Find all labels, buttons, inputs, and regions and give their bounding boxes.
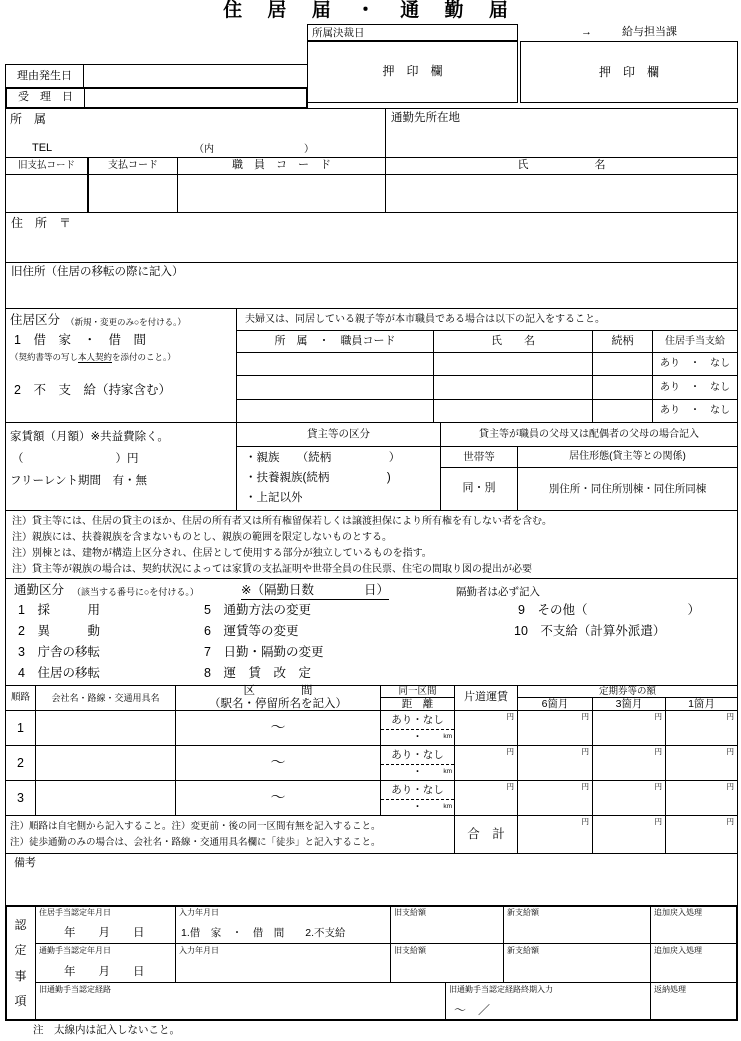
- commute-certify-date-cell[interactable]: [35, 943, 176, 983]
- yen-unit: 円: [654, 817, 662, 826]
- pass-6m-input[interactable]: [517, 710, 593, 746]
- total-label: 合 計: [454, 815, 518, 854]
- work-location-cell[interactable]: [385, 108, 738, 158]
- yen-unit: 円: [654, 782, 662, 791]
- oneway-fare-input[interactable]: [454, 780, 518, 816]
- commute-option-4[interactable]: 4 住居の移転: [18, 666, 100, 680]
- residence-class-cell: [5, 308, 237, 423]
- input-date-label: 入力年月日: [179, 908, 219, 917]
- input-date-label: 入力年月日: [179, 946, 219, 955]
- family-row-dept-input[interactable]: [236, 399, 434, 423]
- route-row-number: 2: [5, 745, 36, 781]
- commute-old-amount-cell[interactable]: [390, 943, 504, 983]
- old-pay-code-header: 旧支払コード: [5, 157, 89, 175]
- housing-type-options[interactable]: 1.借 家 ・ 借 間 2.不支給: [181, 927, 346, 939]
- commute-certify-ymd: 年 月 日: [64, 966, 145, 978]
- km-unit: km: [443, 733, 452, 740]
- old-amount-label: 旧支給額: [394, 946, 426, 955]
- commute-class-cell: [5, 578, 738, 686]
- old-amount-label: 旧支給額: [394, 908, 426, 917]
- department-cell[interactable]: [5, 108, 386, 158]
- receipt-date-label: 受 理 日: [7, 89, 85, 107]
- commute-option-3[interactable]: 3 庁舎の移転: [18, 645, 100, 659]
- kakkin-days-field[interactable]: ※（隔勤日数 日）: [241, 583, 389, 600]
- distance-dot: ・: [412, 731, 423, 743]
- payroll-section-label: 給与担当課: [622, 26, 677, 39]
- receipt-date-row: [5, 87, 308, 109]
- remarks-label: 備考: [14, 857, 36, 869]
- family-row-allowance-choice[interactable]: あり ・ なし: [652, 375, 738, 400]
- yen-unit: 円: [506, 747, 514, 756]
- family-col-dept-code: 所 属 ・ 職員コード: [236, 330, 434, 353]
- route-note-1: 注）順路は自宅側から記入すること。注）変更前・後の同一区間有無を記入すること。: [10, 821, 381, 832]
- family-note-cell: 夫婦又は、同居している親子等が本市職員である場合は以下の記入をすること。: [236, 308, 738, 331]
- commute-add-return-cell[interactable]: [650, 943, 738, 983]
- route-notes-cell: [5, 815, 455, 854]
- pay-code-input[interactable]: [88, 174, 178, 213]
- certify-char: 事: [14, 968, 27, 983]
- route-col-distance: 距 離: [380, 697, 455, 711]
- add-return-label: 追加戻入処理: [654, 946, 702, 955]
- route-end-tilde: ～ ／: [454, 1003, 491, 1017]
- household-choice[interactable]: 同・別: [440, 467, 518, 511]
- employee-code-input[interactable]: [177, 174, 386, 213]
- yen-unit: 円: [506, 712, 514, 721]
- total-3m-input[interactable]: [592, 815, 666, 854]
- owner-type-dependent[interactable]: ・扶養親族(続柄 ): [245, 472, 391, 484]
- distance-dot: ・: [412, 801, 423, 813]
- housing-certify-date-label: 住居手当認定年月日: [39, 908, 111, 917]
- yen-unit: 円: [654, 747, 662, 756]
- tel-label: TEL: [32, 142, 53, 154]
- route-company-input[interactable]: [35, 780, 176, 816]
- certify-char: 項: [14, 994, 27, 1009]
- total-6m-input[interactable]: [517, 815, 593, 854]
- route-col-1month: 1箇月: [665, 697, 738, 711]
- route-same-choice[interactable]: あり・なし: [381, 746, 454, 765]
- living-form-choice[interactable]: 別住所・同住所別棟・同住所同棟: [517, 467, 738, 511]
- route-col-order: 順路: [5, 685, 36, 711]
- route-same-choice[interactable]: あり・なし: [381, 711, 454, 730]
- page-title: 住 居 届 ・ 通 勤 届: [223, 0, 518, 21]
- old-commute-route-cell[interactable]: [35, 982, 446, 1021]
- owner-note-2: 注）親族には、扶養親族を含まないものとし、親族の範囲を限定しないものとする。: [12, 532, 392, 543]
- route-company-input[interactable]: [35, 745, 176, 781]
- certify-char: 認: [14, 917, 27, 932]
- commute-option-7[interactable]: 7 日勤・隔勤の変更: [204, 645, 324, 659]
- route-row-number: 1: [5, 710, 36, 746]
- owner-type-header: 貸主等の区分: [236, 422, 441, 447]
- commute-input-date-cell[interactable]: [175, 943, 391, 983]
- housing-add-return-cell[interactable]: [650, 905, 738, 944]
- yen-unit: 円: [581, 817, 589, 826]
- rent-amount-cell[interactable]: [5, 422, 237, 511]
- footer-note: 注 太線内は記入しないこと。: [33, 1024, 180, 1036]
- new-amount-label: 新支給額: [507, 908, 539, 917]
- refund-cell[interactable]: [650, 982, 738, 1021]
- owner-parents-header: 貸主等が職員の父母又は配偶者の父母の場合記入: [440, 422, 738, 447]
- owner-type-choices[interactable]: [236, 446, 441, 511]
- yen-unit: 円: [726, 817, 734, 826]
- commute-option-2[interactable]: 2 異 動: [18, 624, 100, 638]
- family-row-dept-input[interactable]: [236, 352, 434, 376]
- free-rent-choice[interactable]: フリーレント期間 有・無: [10, 475, 148, 487]
- commute-option-5[interactable]: 5 通勤方法の変更: [204, 603, 311, 617]
- family-row-relation-input[interactable]: [592, 375, 653, 400]
- residence-option-1[interactable]: 1 借 家 ・ 借 間: [14, 333, 146, 347]
- pass-3m-input[interactable]: [592, 780, 666, 816]
- name-header: 氏 名: [385, 157, 738, 175]
- residence-class-title: 住居区分: [10, 313, 61, 327]
- route-distance-input[interactable]: [381, 800, 454, 815]
- route-col-oneway-fare: 片道運賃: [454, 685, 518, 711]
- commute-option-9[interactable]: 9 その他（ ）: [518, 603, 700, 617]
- yen-unit: 円: [726, 747, 734, 756]
- route-section-input[interactable]: ～: [175, 780, 381, 816]
- housing-input-date-cell[interactable]: [175, 905, 391, 944]
- km-unit: km: [443, 803, 452, 810]
- household-header: 世帯等: [440, 446, 518, 468]
- old-commute-route-label: 旧通勤手当認定経路: [39, 985, 111, 994]
- commute-class-title-note: （該当する番号に○を付ける。）: [72, 587, 199, 597]
- refund-label: 返納処理: [654, 985, 686, 994]
- old-address-cell[interactable]: [5, 262, 738, 309]
- reason-date-input[interactable]: [83, 64, 308, 89]
- family-col-name: 氏 名: [433, 330, 593, 353]
- km-unit: km: [443, 768, 452, 775]
- residence-option-2[interactable]: 2 不 支 給（持家含む）: [14, 383, 171, 397]
- family-col-relation: 続柄: [592, 330, 653, 353]
- route-col-pass: 定期券等の額: [517, 685, 738, 698]
- old-pay-code-input[interactable]: [5, 174, 89, 213]
- rent-amount-label: 家賃額（月額）※共益費除く。: [10, 431, 169, 443]
- family-row-allowance-choice[interactable]: あり ・ なし: [652, 352, 738, 376]
- total-1m-input[interactable]: [665, 815, 738, 854]
- distance-dot: ・: [412, 766, 423, 778]
- living-form-header: 居住形態(貸主等との関係): [517, 446, 738, 468]
- family-col-allowance: 住居手当支給: [652, 330, 738, 353]
- commute-option-10[interactable]: 10 不支給（計算外派遣）: [514, 624, 666, 638]
- owner-note-3: 注）別棟とは、建物が構造上区分され、住居として使用する部分が独立しているものを指す。: [12, 548, 432, 559]
- route-same-choice[interactable]: あり・なし: [381, 781, 454, 800]
- route-col-same-section: 同一区間: [380, 685, 455, 698]
- old-address-label: 旧住所（住居の移転の際に記入）: [11, 266, 184, 278]
- commute-certify-date-label: 通勤手当認定年月日: [39, 946, 111, 955]
- receipt-date-input[interactable]: [85, 89, 306, 107]
- address-label: 住 所 〒: [11, 216, 72, 230]
- address-cell[interactable]: [5, 212, 738, 263]
- route-col-company: 会社名・路線・交通用具名: [35, 685, 176, 711]
- owner-notes-block: [5, 510, 738, 579]
- department-label: 所 属: [10, 112, 47, 126]
- route-same-distance-cell: [380, 710, 455, 746]
- certify-char: 定: [14, 943, 27, 958]
- route-distance-input[interactable]: [381, 730, 454, 745]
- stamp-box-left[interactable]: 押 印 欄: [307, 40, 518, 103]
- route-distance-input[interactable]: [381, 765, 454, 780]
- pass-1m-input[interactable]: [665, 745, 738, 781]
- route-row-number: 3: [5, 780, 36, 816]
- route-col-section-line1: 区 間: [243, 685, 313, 698]
- remarks-cell[interactable]: [5, 853, 738, 906]
- pass-6m-input[interactable]: [517, 780, 593, 816]
- pass-6m-input[interactable]: [517, 745, 593, 781]
- reason-date-label: 理由発生日: [5, 64, 84, 89]
- family-row-name-input[interactable]: [433, 352, 593, 376]
- housing-new-amount-cell[interactable]: [503, 905, 651, 944]
- name-input[interactable]: [385, 174, 738, 213]
- pass-1m-input[interactable]: [665, 710, 738, 746]
- self-contract-underline: 本人契約: [78, 352, 113, 362]
- commute-option-6[interactable]: 6 運賃等の変更: [204, 624, 299, 638]
- yen-unit: 円: [581, 712, 589, 721]
- yen-unit: 円: [581, 782, 589, 791]
- route-col-6month: 6箇月: [517, 697, 593, 711]
- owner-note-4: 注）貸主等が親族の場合は、契約状況によっては家賃の支払証明や世帯全員の住民票、住宅の間取り図の提出が必要: [12, 564, 532, 575]
- route-section-input[interactable]: ～: [175, 710, 381, 746]
- commute-new-amount-cell[interactable]: [503, 943, 651, 983]
- family-row-name-input[interactable]: [433, 399, 593, 423]
- certify-vertical-label: [5, 905, 36, 1021]
- route-same-distance-cell: [380, 745, 455, 781]
- old-commute-route-end-cell[interactable]: [445, 982, 651, 1021]
- owner-type-relative[interactable]: ・親族 （続柄 ）: [245, 452, 401, 464]
- housing-old-amount-cell[interactable]: [390, 905, 504, 944]
- yen-unit: 円: [726, 712, 734, 721]
- commute-class-title: 通勤区分: [14, 583, 65, 597]
- residence-option-1-note: （契約書等の写し本人契約を添付のこと。）: [10, 352, 176, 362]
- pass-3m-input[interactable]: [592, 710, 666, 746]
- yen-unit: 円: [506, 782, 514, 791]
- commute-option-1[interactable]: 1 採 用: [18, 603, 100, 617]
- kakkin-note: 隔勤者は必ず記入: [456, 586, 540, 598]
- yen-unit: 円: [726, 782, 734, 791]
- rent-amount-paren[interactable]: （ ）円: [12, 453, 139, 465]
- pass-3m-input[interactable]: [592, 745, 666, 781]
- route-same-distance-cell: [380, 780, 455, 816]
- oneway-fare-input[interactable]: [454, 745, 518, 781]
- family-row-name-input[interactable]: [433, 375, 593, 400]
- arrow-icon: →: [581, 26, 592, 39]
- yen-unit: 円: [581, 747, 589, 756]
- new-amount-label: 新支給額: [507, 946, 539, 955]
- pay-code-header: 支払コード: [88, 157, 178, 175]
- route-section-input[interactable]: ～: [175, 745, 381, 781]
- housing-certify-ymd: 年 月 日: [64, 927, 145, 939]
- residence-class-title-note: （新規・変更のみ○を付ける。）: [66, 317, 186, 327]
- housing-certify-date-cell[interactable]: [35, 905, 176, 944]
- family-row-relation-input[interactable]: [592, 352, 653, 376]
- extension-label: （内 ）: [194, 144, 314, 155]
- family-row-relation-input[interactable]: [592, 399, 653, 423]
- commute-option-8[interactable]: 8 運 賃 改 定: [204, 666, 311, 680]
- family-row-allowance-choice[interactable]: あり ・ なし: [652, 399, 738, 423]
- old-commute-route-end-label: 旧通勤手当認定経路終期入力: [449, 985, 553, 994]
- route-col-section-line2: （駅名・停留所名を記入）: [209, 698, 347, 710]
- route-col-3month: 3箇月: [592, 697, 666, 711]
- owner-type-other[interactable]: ・上記以外: [245, 492, 303, 504]
- work-location-label: 通勤先所在地: [391, 112, 460, 124]
- pass-1m-input[interactable]: [665, 780, 738, 816]
- stamp-box-right[interactable]: 押 印 欄: [520, 41, 738, 103]
- route-col-section: [175, 685, 381, 711]
- routing-row: [520, 26, 738, 40]
- oneway-fare-input[interactable]: [454, 710, 518, 746]
- route-company-input[interactable]: [35, 710, 176, 746]
- family-row-dept-input[interactable]: [236, 375, 434, 400]
- approval-date-cell[interactable]: 所属決裁日: [307, 24, 518, 42]
- employee-code-header: 職 員 コ ー ド: [177, 157, 386, 175]
- add-return-label: 追加戻入処理: [654, 908, 702, 917]
- route-note-2: 注）徒歩通勤のみの場合は、会社名・路線・交通用具名欄に「徒歩」と記入すること。: [10, 837, 381, 848]
- owner-note-1: 注）貸主等には、住居の貸主のほか、住居の所有者又は所有権留保若しくは譲渡担保により所有権を有しない者を含む。: [12, 516, 552, 527]
- yen-unit: 円: [654, 712, 662, 721]
